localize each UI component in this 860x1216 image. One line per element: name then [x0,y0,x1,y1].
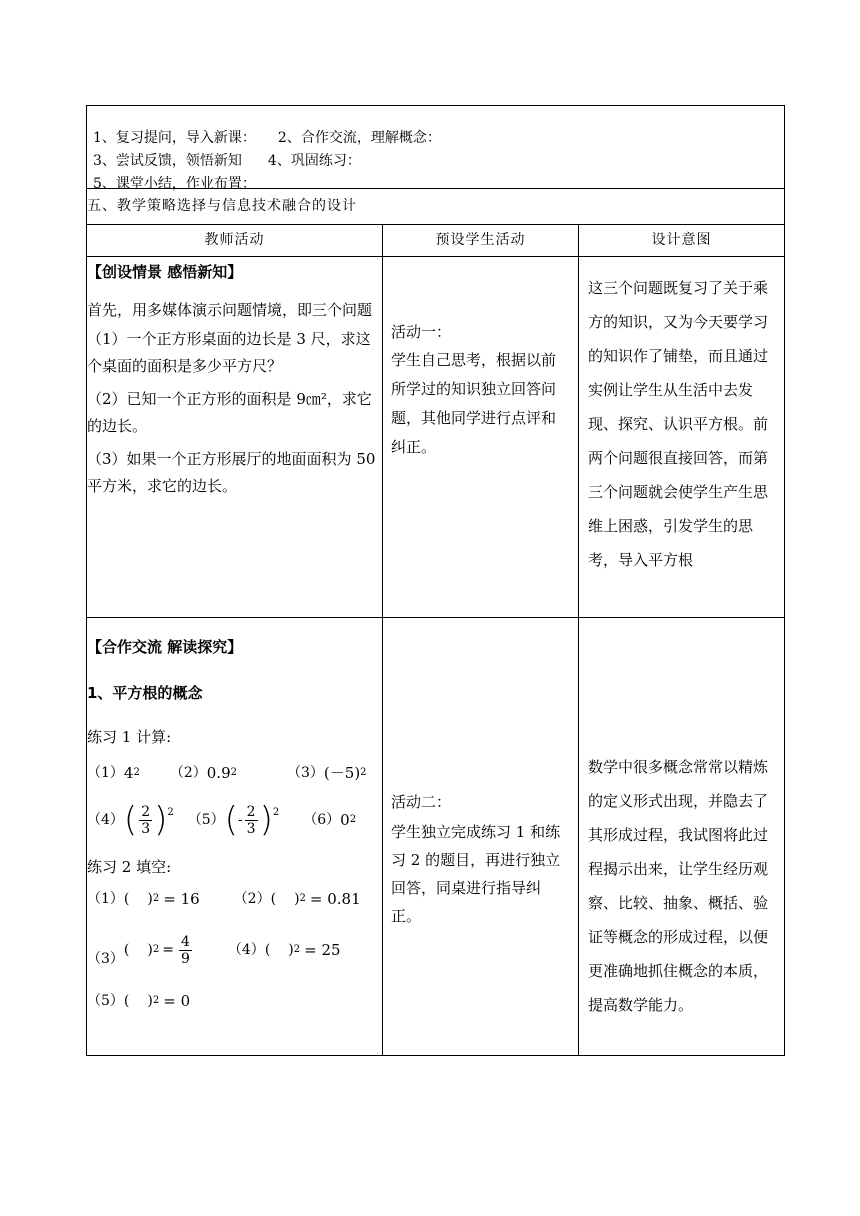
ex1-label: 练习 1 计算: [87,728,172,746]
row1-teacher-title: 【创设情景 感悟新知】 [87,263,243,281]
row1-question-2: （2）已知一个正方形的面积是 9㎝²，求它的边长。 [87,390,372,435]
fraction-den: 9 [180,950,190,967]
document-page [86,105,784,1056]
right-paren: ) [154,800,168,840]
ex1-index-5: （5） [187,812,225,828]
ex2-row-1: （1） ( ) 2 = 16 （2） ( ) 2 = 0.81 [87,882,382,916]
fraction-num: 2 [141,803,151,820]
section-title: 五、教学策略选择与信息技术融合的设计 [87,189,785,225]
ex1-exp-1: 2 [133,767,140,778]
lesson-plan-table [86,105,785,1056]
ex1-exp-4: 2 [167,807,174,818]
ex2-exp-1: 2 [152,893,160,904]
ex2-label: 练习 2 填空: [87,858,172,876]
ex1-exp-6: 2 [349,814,357,825]
ex2-row-2: （3） ( ) $^2$ = $\frac{4}{9}$ （4） ( ) 2 = 25 [87,922,382,978]
left-paren: ( [123,800,138,840]
header-intent: 设计意图 [579,225,785,257]
ex1-exp-3: 2 [360,767,367,778]
ex2-index-1: （1） [87,891,124,907]
fraction-den: 3 [141,820,151,837]
row2-student-cell [383,618,579,1056]
row2-intent-cell [579,618,785,1056]
ex2-index-3: （3） [87,951,124,967]
ex2-result-2: = 0.81 [309,890,361,908]
ex2-index-5: （5） [87,993,124,1009]
row2-student-text: 学生独立完成练习 1 和练习 2 的题目，再进行独立回答，同桌进行指导纠正。 [391,823,561,925]
ex2-result-4: = 25 [304,941,341,959]
row1-question-1: （1）一个正方形桌面的边长是 3 尺，求这个桌面的面积是多少平方尺？ [87,330,371,375]
ex1-index-3: （3） [287,765,324,781]
header-teacher: 教师活动 [87,225,383,257]
flow-step-3: 3、尝试反馈，领悟新知 [93,153,242,169]
fraction-two-thirds [139,804,152,837]
fraction-num: 4 [180,933,190,950]
equals-sign: = [162,942,174,958]
ex2-exp-4: 2 [293,944,301,955]
flow-line-2 [93,150,778,173]
ex2-result-5: = 0 [163,992,191,1010]
ex1-index-1: （1） [87,765,124,781]
row2-teacher-cell [87,618,383,1056]
row2-teacher-title: 【合作交流 解读探究】 [87,638,243,656]
teaching-flow-cell [87,106,785,192]
ex2-exp-2: 2 [299,893,306,904]
flow-step-1: 1、复习提问，导入新课： [93,130,256,146]
ex1-base-3: (－5) [323,764,361,782]
flow-step-2: 2、合作交流，理解概念： [277,130,441,146]
ex1-index-4: （4） [87,812,124,828]
fraction-four-ninths [179,934,192,967]
row1-student-label: 活动一： [391,323,452,341]
row1-student-cell [383,257,579,618]
header-student: 预设学生活动 [383,225,579,257]
fraction-den: 3 [246,820,256,837]
ex2-result-1: = 16 [163,890,200,908]
flow-line-1 [93,127,778,150]
right-paren: ) [259,800,273,840]
ex2-row-3: （5） ( ) 2 = 0 [87,984,382,1018]
ex1-exp-2: 2 [230,767,237,778]
row1-teacher-text: 首先，用多媒体演示问题情境，即三个问题 [87,301,373,319]
minus-sign: - [237,812,243,828]
ex2-exp-5: 2 [152,995,160,1006]
fraction-num: 2 [246,803,256,820]
flow-step-4: 4、巩固练习： [267,153,361,169]
row1-student-text: 学生自己思考，根据以前所学过的知识独立回答问题，其他同学进行点评和纠正。 [391,351,557,456]
ex2-index-4: （4） [227,942,265,958]
row1-intent-text: 这三个问题既复习了关于乘方的知识，又为今天要学习的知识作了铺垫，而且通过实例让学生从生活中去发现、探究、认识平方根。前两个问题很直接回答，而第三个问题就会使学生产生思维上困惑，引发学生的思考，导入平方根 [588,279,769,569]
row1-teacher-cell [87,257,383,618]
row1-intent-cell [579,257,785,618]
row2-student-label: 活动二： [391,793,452,811]
ex2-exp-3: 2 [152,944,160,955]
ex1-base-2: 0.9 [206,764,231,782]
ex1-index-6: （6） [303,812,341,828]
ex1-exp-5: 2 [272,807,280,818]
row2-intent-text: 数学中很多概念常常以精炼的定义形式出现，并隐去了其形成过程，我试图将此过程揭示出来，让学生经历观察、比较、抽象、概括、验证等概念的形成过程，以便更准确地抓住概念的本质，提高数学能力。 [588,758,769,1014]
flow-step-5: 5、课堂小结，作业布置： [93,176,256,192]
ex1-base-6: 0 [340,811,350,829]
ex1-row-1 [87,758,382,788]
ex2-index-2: （2） [233,891,271,907]
ex1-row-2 [87,792,382,848]
row2-subtitle: 1、平方根的概念 [87,684,203,702]
left-paren: ( [224,800,238,840]
row1-question-3: （3）如果一个正方形展厅的地面面积为 50 平方米，求它的边长。 [87,450,376,495]
fraction-two-thirds [245,804,258,837]
ex1-base-1: 4 [123,764,134,782]
ex1-index-2: （2） [169,765,207,781]
